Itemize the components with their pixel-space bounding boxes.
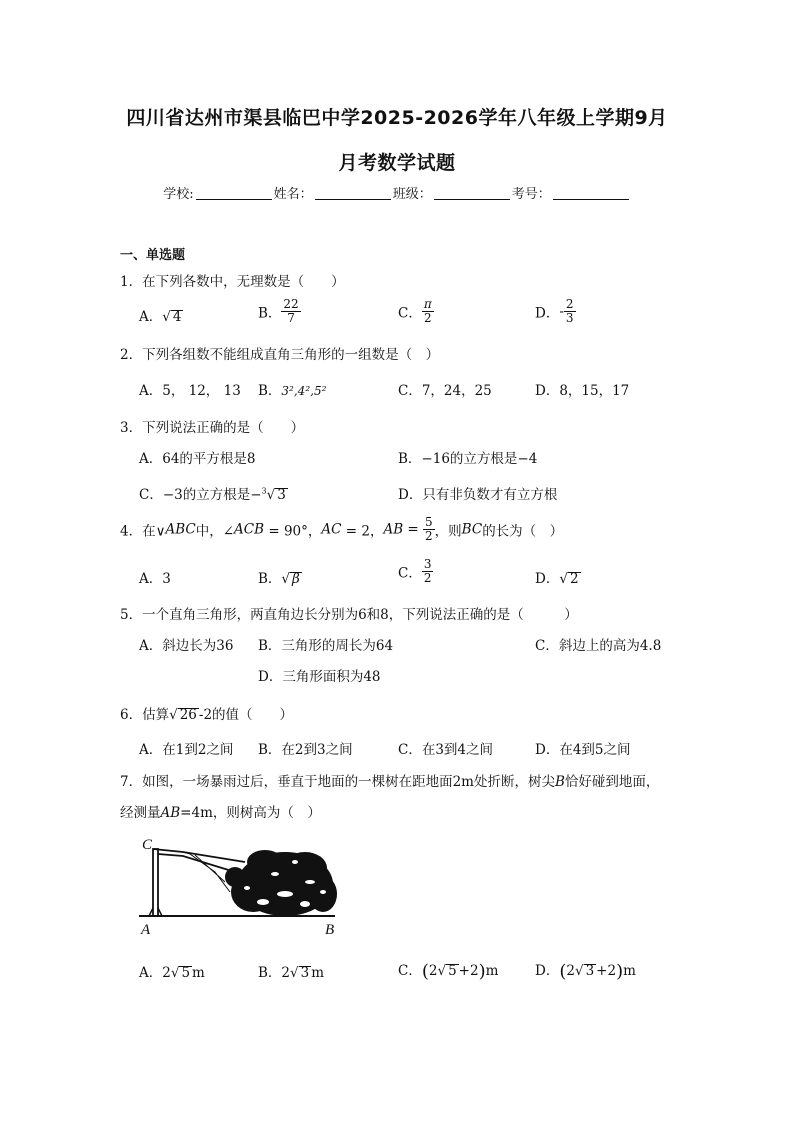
name-label: 姓名： [273,187,313,202]
q3-option-b: B．−16的立方根是−4 [398,451,538,467]
q6-option-d: D．在4到5之间 [535,742,631,758]
name-blank [315,186,391,200]
question-6-stem: 6．估算√ 26 -2的值（ ） [120,707,294,723]
school-label: 学校: [163,187,194,202]
q7-option-c: C．(2√ 5 +2)m [398,961,499,982]
question-7-line2: 经测量AB=4m，则树高为（ ） [120,805,321,821]
q1-option-a: A．√ 4 [139,309,182,325]
q6-option-c: C．在3到4之间 [398,742,494,758]
question-4-stem: 4．在∨ABC中，∠ACB = 90°，AC = 2，AB = $\frac{5}{2}$ ，则BC的长为（ ） [120,515,564,543]
label-a: A [141,922,151,938]
q6-option-b: B．在2到3之间 [258,742,353,758]
q5-option-a: A．斜边长为36 [139,638,234,654]
q2-option-b: B．3²,4²,5² [258,383,327,399]
q1-option-b: B． $\frac{22}{7}$ [258,297,299,325]
school-blank [196,186,272,200]
q7-option-d: D．(2√ 3 +2)m [535,961,636,982]
number-blank [553,186,629,200]
q1-option-c: C． $\frac{\pi}{2}$ [398,297,432,325]
q2-option-d: D．8，15，17 [535,383,630,399]
q4-option-c: C． $\frac{3}{2}$ [398,557,432,585]
q5-option-d: D．三角形面积为48 [258,669,381,685]
q6-option-a: A．在1到2之间 [139,742,234,758]
class-label: 班级： [392,187,432,202]
number-label: 考号： [511,187,551,202]
sqrt-sign: √ [162,309,171,325]
question-3-stem: 3．下列说法正确的是（ ） [120,420,305,436]
question-1-stem: 1．在下列各数中，无理数是（ ） [120,274,345,290]
page-title-line1: 四川省达州市渠县临巴中学2025-2026学年八年级上学期9月 [126,107,668,129]
q1-option-d: D．- $\frac{2}{3}$ [535,297,574,325]
page-title-line2: 月考数学试题 [338,152,456,174]
q3-option-c: C．−3的立方根是−$^3$√ 3 [139,486,286,503]
q3-option-d: D．只有非负数才有立方根 [398,487,558,503]
q3-option-a: A．64的平方根是8 [139,451,256,467]
q4-option-a: A．3 [139,571,171,587]
tree-foliage [225,850,337,916]
q7-option-b: B．2√ 3 m [258,965,325,981]
label-b: B [325,922,335,938]
section-heading: 一、单选题 [120,248,186,263]
class-blank [434,186,510,200]
question-7-line1: 7．如图，一场暴雨过后，垂直于地面的一棵树在距地面2m处折断，树尖B恰好碰到地面， [120,774,660,790]
broken-tree-figure [135,832,345,942]
q5-option-c: C．斜边上的高为4.8 [535,638,662,654]
q7-option-a: A．2√ 5 m [139,965,205,981]
q4-option-d: D．√ 2 [535,571,579,587]
question-2-stem: 2．下列各组数不能组成直角三角形的一组数是（ ） [120,347,440,363]
question-5-stem: 5．一个直角三角形，两直角边长分别为6和8，下列说法正确的是（ ） [120,607,578,623]
q4-option-b: B．√ β [258,571,300,587]
q5-option-b: B．三角形的周长为64 [258,638,394,654]
q2-option-a: A．5， 12， 13 [139,383,241,399]
tree-trunk [153,849,158,916]
label-c: C [142,837,153,853]
q2-option-c: C．7，24，25 [398,383,492,399]
student-info-line [0,183,794,202]
